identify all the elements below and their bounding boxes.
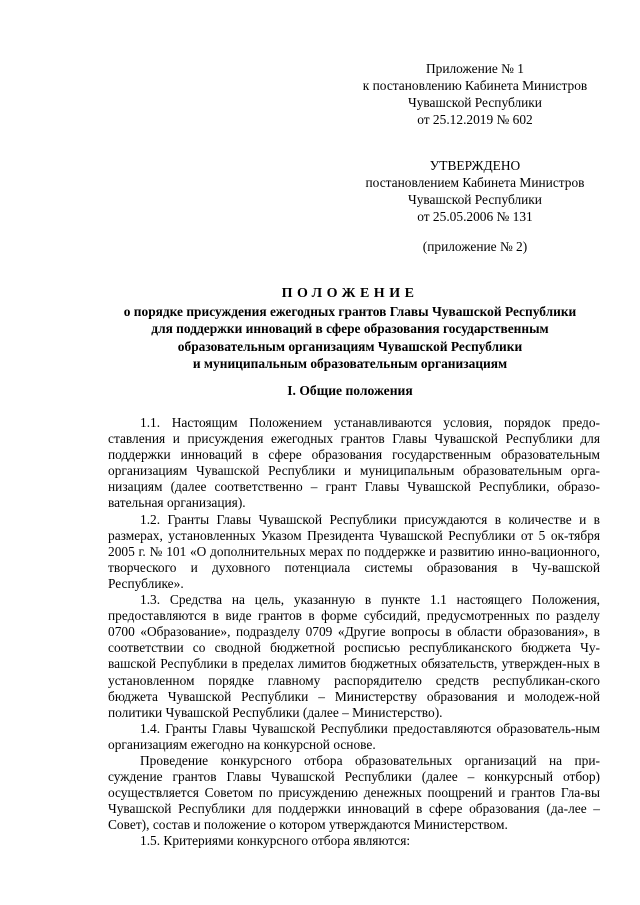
section-heading: I. Общие положения	[287, 383, 413, 398]
document-title-block	[60, 285, 640, 373]
annex-note	[350, 238, 600, 255]
approval-line: от 25.05.2006 № 131	[417, 209, 533, 224]
subtitle-line: для поддержки инноваций в сфере образования государственным	[151, 321, 549, 336]
paragraph: 1.4. Гранты Главы Чувашской Республики предоставляются образователь-ным организациям ежегодно на конкурсной основе.	[108, 720, 600, 752]
annex-1-line: Чувашской Республики	[408, 95, 542, 110]
paragraph: 1.3. Средства на цель, указанную в пункте 1.1 настоящего Положения, предоставляются в виде грантов в форме субсидий, предусмотренных по разделу 0700 «Образование», подразделу 0709 «Другие вопросы в области образования», в соответствии со сводной бюджетной росписью республиканского бюджета Чу-вашской Республики в пределах лимитов бюджетных обязательств, утвержден-ных в установленном порядке главному распорядителю средств республикан-ского бюджета Чувашской Республики – Министерству образования и молодеж-ной политики Чувашской Республики (далее – Министерство).	[108, 592, 600, 720]
paragraph: 1.5. Критериями конкурсного отбора являются:	[140, 833, 411, 849]
annex-note-text: (приложение № 2)	[422, 239, 528, 254]
subtitle-line: образовательным организациям Чувашской Республики	[177, 338, 523, 354]
paragraph: Проведение конкурсного отбора образовательных организаций на при-суждение грантов Главы Чувашской Республики (далее – конкурсный отбор) осуществляется Советом по присуждению денежных поощрений и грантов Гла-вы Чувашской Республики для поддержки инноваций в сфере образования (да-лее – Совет), состав и положение о котором утверждаются Министерством.	[108, 752, 600, 833]
subtitle-line: и муниципальным образовательным организациям	[192, 356, 508, 371]
approval-line: постановлением Кабинета Министров	[365, 175, 585, 190]
approval-line: Чувашской Республики	[408, 192, 542, 207]
approval-line: УТВЕРЖДЕНО	[429, 158, 521, 173]
document-title: ПОЛОЖЕНИЕ	[281, 286, 419, 301]
document-body	[108, 415, 600, 850]
document-subtitle	[60, 303, 640, 373]
annex-1-line: от 25.12.2019 № 602	[417, 112, 533, 127]
paragraph: 1.1. Настоящим Положением устанавливаются условия, порядок предо-ставления и присуждения ежегодных грантов Главы Чувашской Республики для поддержки инноваций в сфере образования государственным образовательным организациям Чувашской Республики и муниципальным образовательным орга-низациям (далее соответственно – грант Главы Чувашской Республики, образо-вательная организация).	[108, 415, 600, 511]
annex-1-line: к постановлению Кабинета Министров	[362, 78, 588, 93]
annex-1-line: Приложение № 1	[425, 61, 525, 76]
paragraph: 1.2. Гранты Главы Чувашской Республики присуждаются в количестве и в размерах, установленных Указом Президента Чувашской Республики от 5 ок-тября 2005 г. № 101 «О дополнительных мерах по поддержке и развитию инно-вационного, творческого и духовного потенциала системы образования в Чу-вашской Республике».	[108, 511, 600, 591]
subtitle-line: о порядке присуждения ежегодных грантов Главы Чувашской Республики	[123, 303, 577, 319]
annex-1-block	[350, 60, 600, 128]
approval-block	[350, 157, 600, 225]
